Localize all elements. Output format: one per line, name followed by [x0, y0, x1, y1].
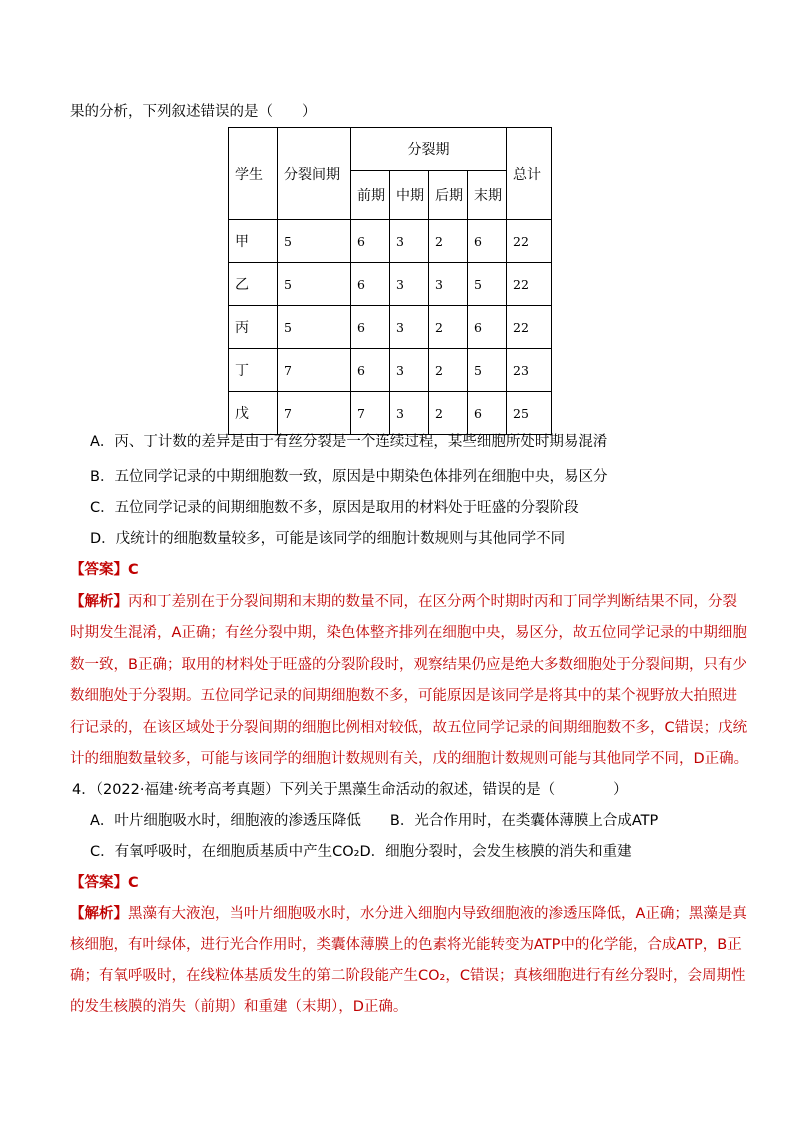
q3-option-d: D．戊统计的细胞数量较多，可能是该同学的细胞计数规则与其他同学不同	[90, 531, 566, 547]
cell-telophase: 6	[468, 220, 507, 263]
cell-anaphase: 2	[429, 349, 468, 392]
cell-interphase: 5	[278, 220, 351, 263]
table-row	[229, 392, 552, 435]
analysis-text: 黑藻有大液泡，当叶片细胞吸水时，水分进入细胞内导致细胞液的渗透压降低，A正确；黑藻是真	[128, 906, 747, 922]
q4-analysis-line-3: 确；有氧呼吸时，在线粒体基质发生的第二阶段能产生CO₂，C错误；真核细胞进行有丝分裂时，会周期性	[70, 968, 746, 984]
answer-label: 【答案】	[70, 562, 128, 578]
cell-metaphase: 3	[390, 392, 429, 435]
table-row	[229, 263, 552, 306]
cell-total: 22	[507, 306, 552, 349]
q4-answer	[70, 873, 139, 893]
row-name: 丁	[229, 349, 278, 392]
cell-prophase: 6	[351, 306, 390, 349]
cell-total: 23	[507, 349, 552, 392]
row-name: 乙	[229, 263, 278, 306]
question-intro: 果的分析，下列叙述错误的是（ ）	[70, 104, 317, 120]
q4-analysis-line-4: 的发生核膜的消失（前期）和重建（末期），D正确。	[70, 999, 408, 1015]
table-row	[229, 306, 552, 349]
row-name: 丙	[229, 306, 278, 349]
cell-interphase: 5	[278, 306, 351, 349]
header-prophase: 前期	[351, 171, 390, 220]
cell-metaphase: 3	[390, 349, 429, 392]
cell-interphase: 5	[278, 263, 351, 306]
cell-metaphase: 3	[390, 263, 429, 306]
q4-analysis-line-2: 核细胞，有叶绿体，进行光合作用时，类囊体薄膜上的色素将光能转变为ATP中的化学能，合成ATP，B正	[70, 937, 742, 953]
cell-telophase: 6	[468, 306, 507, 349]
q4-options-line-2: C．有氧呼吸时，在细胞质基质中产生CO₂D．细胞分裂时，会发生核膜的消失和重建	[90, 844, 632, 860]
cell-anaphase: 2	[429, 392, 468, 435]
cell-interphase: 7	[278, 392, 351, 435]
cell-prophase: 6	[351, 263, 390, 306]
cell-count-table	[228, 127, 552, 435]
cell-telophase: 5	[468, 349, 507, 392]
q4-options-line-1: A．叶片细胞吸水时，细胞液的渗透压降低 B．光合作用时，在类囊体薄膜上合成ATP	[90, 813, 659, 829]
header-total: 总计	[507, 128, 552, 220]
header-anaphase: 后期	[429, 171, 468, 220]
cell-metaphase: 3	[390, 306, 429, 349]
cell-anaphase: 2	[429, 220, 468, 263]
q3-analysis-line-3: 数一致，B正确；取用的材料处于旺盛的分裂阶段时，观察结果仍应是绝大多数细胞处于分裂间期，只有少	[70, 657, 747, 673]
header-student: 学生	[229, 128, 278, 220]
q4-analysis-line-1	[70, 904, 747, 924]
row-name: 甲	[229, 220, 278, 263]
table-row	[229, 349, 552, 392]
answer-value: C	[128, 875, 139, 891]
q3-answer	[70, 560, 139, 580]
header-division: 分裂期	[351, 128, 507, 171]
cell-total: 25	[507, 392, 552, 435]
analysis-text: 丙和丁差别在于分裂间期和末期的数量不同，在区分两个时期时丙和丁同学判断结果不同，分裂	[128, 594, 737, 610]
q3-option-b: B．五位同学记录的中期细胞数一致，原因是中期染色体排列在细胞中央，易区分	[90, 469, 608, 485]
cell-interphase: 7	[278, 349, 351, 392]
header-telophase: 末期	[468, 171, 507, 220]
cell-metaphase: 3	[390, 220, 429, 263]
cell-prophase: 6	[351, 220, 390, 263]
cell-anaphase: 3	[429, 263, 468, 306]
q4-stem: 4．（2022·福建·统考高考真题）下列关于黑藻生命活动的叙述，错误的是（ ）	[72, 782, 628, 798]
q3-analysis-line-2: 时期发生混淆，A正确；有丝分裂中期，染色体整齐排列在细胞中央，易区分，故五位同学记录的中期细胞	[70, 625, 747, 641]
q3-option-c: C．五位同学记录的间期细胞数不多，原因是取用的材料处于旺盛的分裂阶段	[90, 500, 579, 516]
table-row	[229, 220, 552, 263]
cell-anaphase: 2	[429, 306, 468, 349]
header-metaphase: 中期	[390, 171, 429, 220]
row-name: 戊	[229, 392, 278, 435]
answer-label: 【答案】	[70, 875, 128, 891]
q3-analysis-line-6: 计的细胞数量较多，可能与该同学的细胞计数规则有关，戊的细胞计数规则可能与其他同学不同，D正确。	[70, 751, 749, 767]
q3-option-a: A．丙、丁计数的差异是由于有丝分裂是一个连续过程，某些细胞所处时期易混淆	[90, 434, 608, 450]
cell-telophase: 6	[468, 392, 507, 435]
q3-analysis-line-4: 数细胞处于分裂期。五位同学记录的间期细胞数不多，可能原因是该同学是将其中的某个视野放大拍照进	[70, 688, 737, 704]
header-interphase: 分裂间期	[278, 128, 351, 220]
analysis-label: 【解析】	[70, 594, 128, 610]
cell-prophase: 7	[351, 392, 390, 435]
answer-value: C	[128, 562, 139, 578]
cell-telophase: 5	[468, 263, 507, 306]
cell-total: 22	[507, 263, 552, 306]
cell-total: 22	[507, 220, 552, 263]
q3-analysis-line-1	[70, 592, 737, 612]
q3-analysis-line-5: 行记录的，在该区域处于分裂间期的细胞比例相对较低，故五位同学记录的间期细胞数不多，C错误；戊统	[70, 720, 748, 736]
cell-prophase: 6	[351, 349, 390, 392]
analysis-label: 【解析】	[70, 906, 128, 922]
